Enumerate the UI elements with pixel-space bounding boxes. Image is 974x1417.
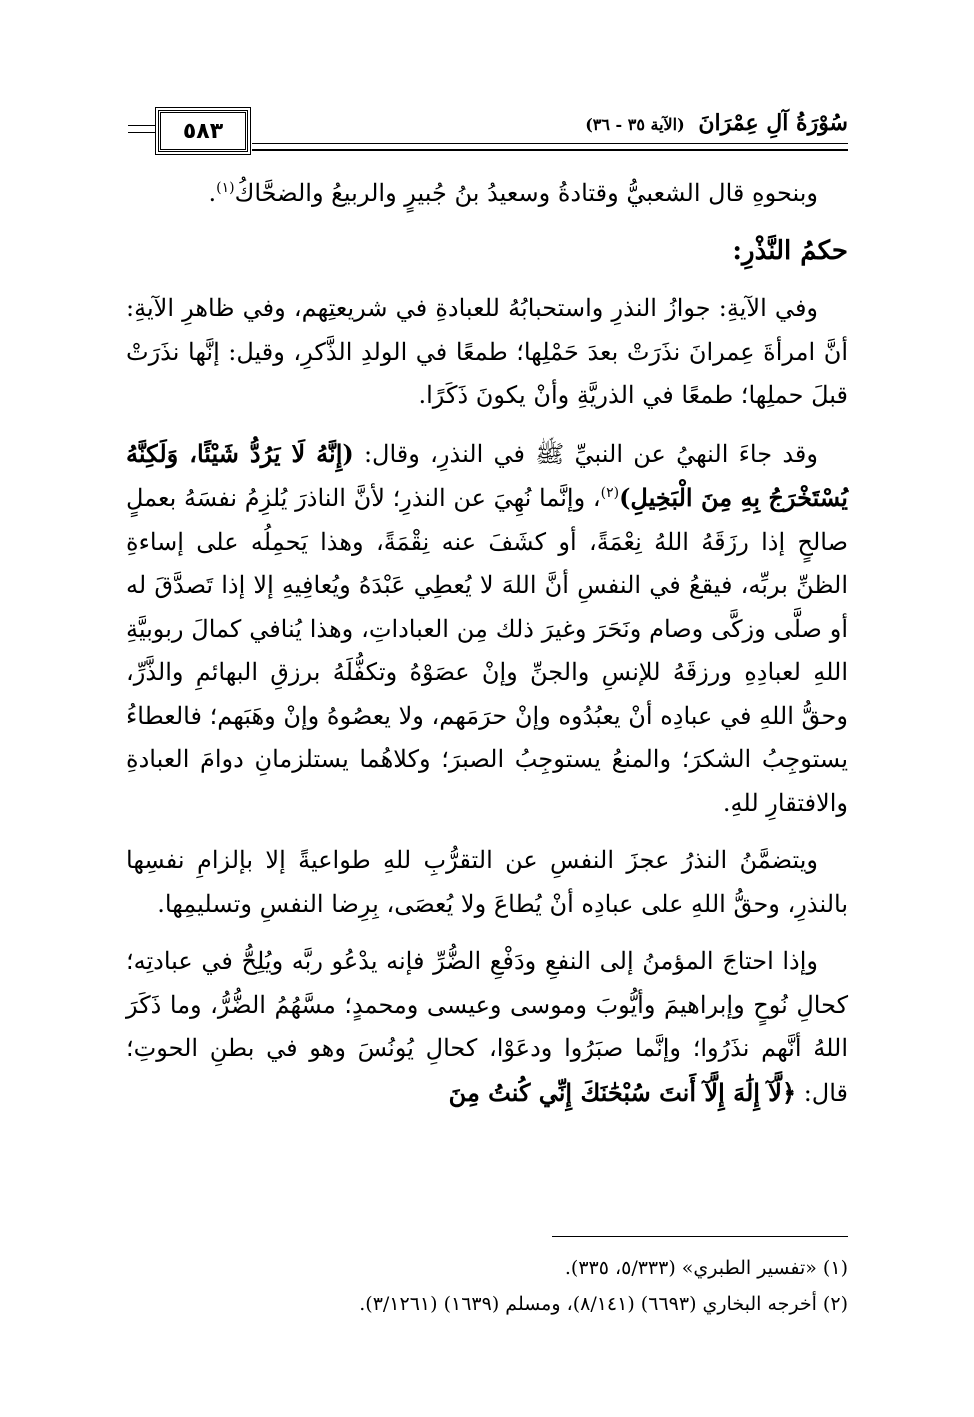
paragraph-3 bbox=[126, 432, 848, 826]
quran-quote: ﴿لَّآ إِلَٰهَ إِلَّآ أَنتَ سُبْحَٰنَكَ إِنِّي كُنتُ مِنَ bbox=[448, 1077, 797, 1107]
paragraph-3-text: ، وإنَّما نُهِيَ عن النذرِ؛ لأنَّ الناذرَ يُلزِمُ نفسَهُ بعملٍ صالحٍ إذا رزَقَهُ اللهُ نِعْمَةً، أو كشَفَ عنه نِقْمَةً، وهذا يَحمِلُه على إساءةِ الظنِّ بربِّه، فيقعُ في النفسِ أنَّ اللهَ لا يُعطِي عَبْدَهُ ويُعافِيهِ إلا إذا تَصدَّقَ له أو صلَّى وزكَّى وصام ونَحَرَ وغيرَ ذلك مِن العباداتِ، وهذا يُنافي كمالَ ربوبيَّةِ اللهِ لعبادِهِ ورزقَهُ للإنسِ والجنِّ وإنْ عصَوْهُ وتكفُّلَهُ برزقِ البهائمِ والذَّرِّ، وحقُّ اللهِ في عبادِه أنْ يعبُدُوه وإنْ حرَمَهم، ولا يعصُوهُ وإنْ وهَبَهم؛ فالعطاءُ يستوجِبُ الشكرَ؛ والمنعُ يستوجِبُ الصبرَ؛ وكلاهُما يستلزمانِ دوامَ العبادةِ والافتقارِ للهِ. bbox=[126, 484, 848, 817]
section-heading: حكمُ النَّذْرِ: bbox=[732, 235, 848, 266]
footnote-1: (١) «تفسير الطبري» (٥/٣٣٣، ٣٣٥). bbox=[564, 1257, 848, 1279]
footnote-ref-2: (٢) bbox=[600, 485, 620, 501]
surah-name: سُوْرَةُ آلِ عِمْرَانَ bbox=[698, 110, 848, 136]
paragraph-3-intro: وقد جاءَ النهيُ عن النبيِّ ﷺ في النذرِ، وقال: bbox=[353, 439, 818, 468]
paragraph-1-text: وبنحوهِ قال الشعبيُّ وقتادةُ وسعيدُ بنُ جُبيرٍ والربيعُ والضحَّاكُ bbox=[234, 179, 818, 207]
footnotes bbox=[126, 1250, 848, 1322]
paragraph-1 bbox=[126, 172, 848, 216]
header-rule-right bbox=[252, 143, 848, 151]
footnote-separator bbox=[552, 1236, 848, 1237]
footnote-ref-1: (١) bbox=[216, 180, 235, 196]
paragraph-5 bbox=[126, 940, 848, 1115]
surah-title bbox=[585, 110, 848, 136]
running-header bbox=[128, 110, 848, 150]
ayah-range: (الآية ٣٥ - ٣٦) bbox=[585, 115, 685, 134]
footnote-2: (٢) أخرجه البخاري (٦٦٩٣) (٨/١٤١)، ومسلم (١٦٣٩) (٣/١٢٦١). bbox=[359, 1293, 848, 1315]
main-text bbox=[126, 172, 848, 1129]
paragraph-5-text: وإذا احتاجَ المؤمنُ إلى النفعِ ودَفْعِ الضُّرِّ فإنه يدْعُو ربَّه ويُلِحُّ في عبادتِه؛ كحالِ نُوحٍ وإبراهيمَ وأيُّوبَ وموسى وعيسى ومحمدٍ؛ مسَّهُمُ الضُّرُّ، وما ذَكَرَ اللهُ أنَّهم نذَرُوا؛ وإنَّما صبَرُوا ودعَوْا، كحالِ يُونُسَ وهو في بطنِ الحوتِ؛ قال: bbox=[126, 947, 848, 1107]
header-rule-left bbox=[128, 125, 156, 133]
paragraph-2: وفي الآيةِ: جوازُ النذرِ واستحبابُهُ للعبادةِ في شريعتِهم، وفي ظاهرِ الآيةِ: أنَّ امرأةَ عِمرانَ نذَرَتْ بعدَ حَمْلِها؛ طمعًا في الولدِ الذَّكرِ، وقيل: إنَّها نذَرَتْ قبلَ حملِها؛ طمعًا في الذريَّةِ وأنْ يكونَ ذَكَرًا. bbox=[126, 294, 848, 409]
page-number: ٥٨٣ bbox=[158, 110, 248, 152]
hadith-quote: (إِنَّهُ لَا يَرُدُّ شَيْئًا، وَلَكِنَّهُ يُسْتَخْرَجُ بِهِ مِنَ الْبَخِيلِ) bbox=[126, 438, 848, 512]
paragraph-4: ويتضمَّنُ النذرُ عجزَ النفسِ عن التقرُّبِ للهِ طواعيةً إلا بإلزامِ نفسِها بالنذرِ، وحقُّ اللهِ على عبادِه أنْ يُطاعَ ولا يُعصَى، بِرِضا النفسِ وتسليمِها. bbox=[126, 846, 848, 918]
paragraph-1-end: . bbox=[208, 179, 217, 207]
